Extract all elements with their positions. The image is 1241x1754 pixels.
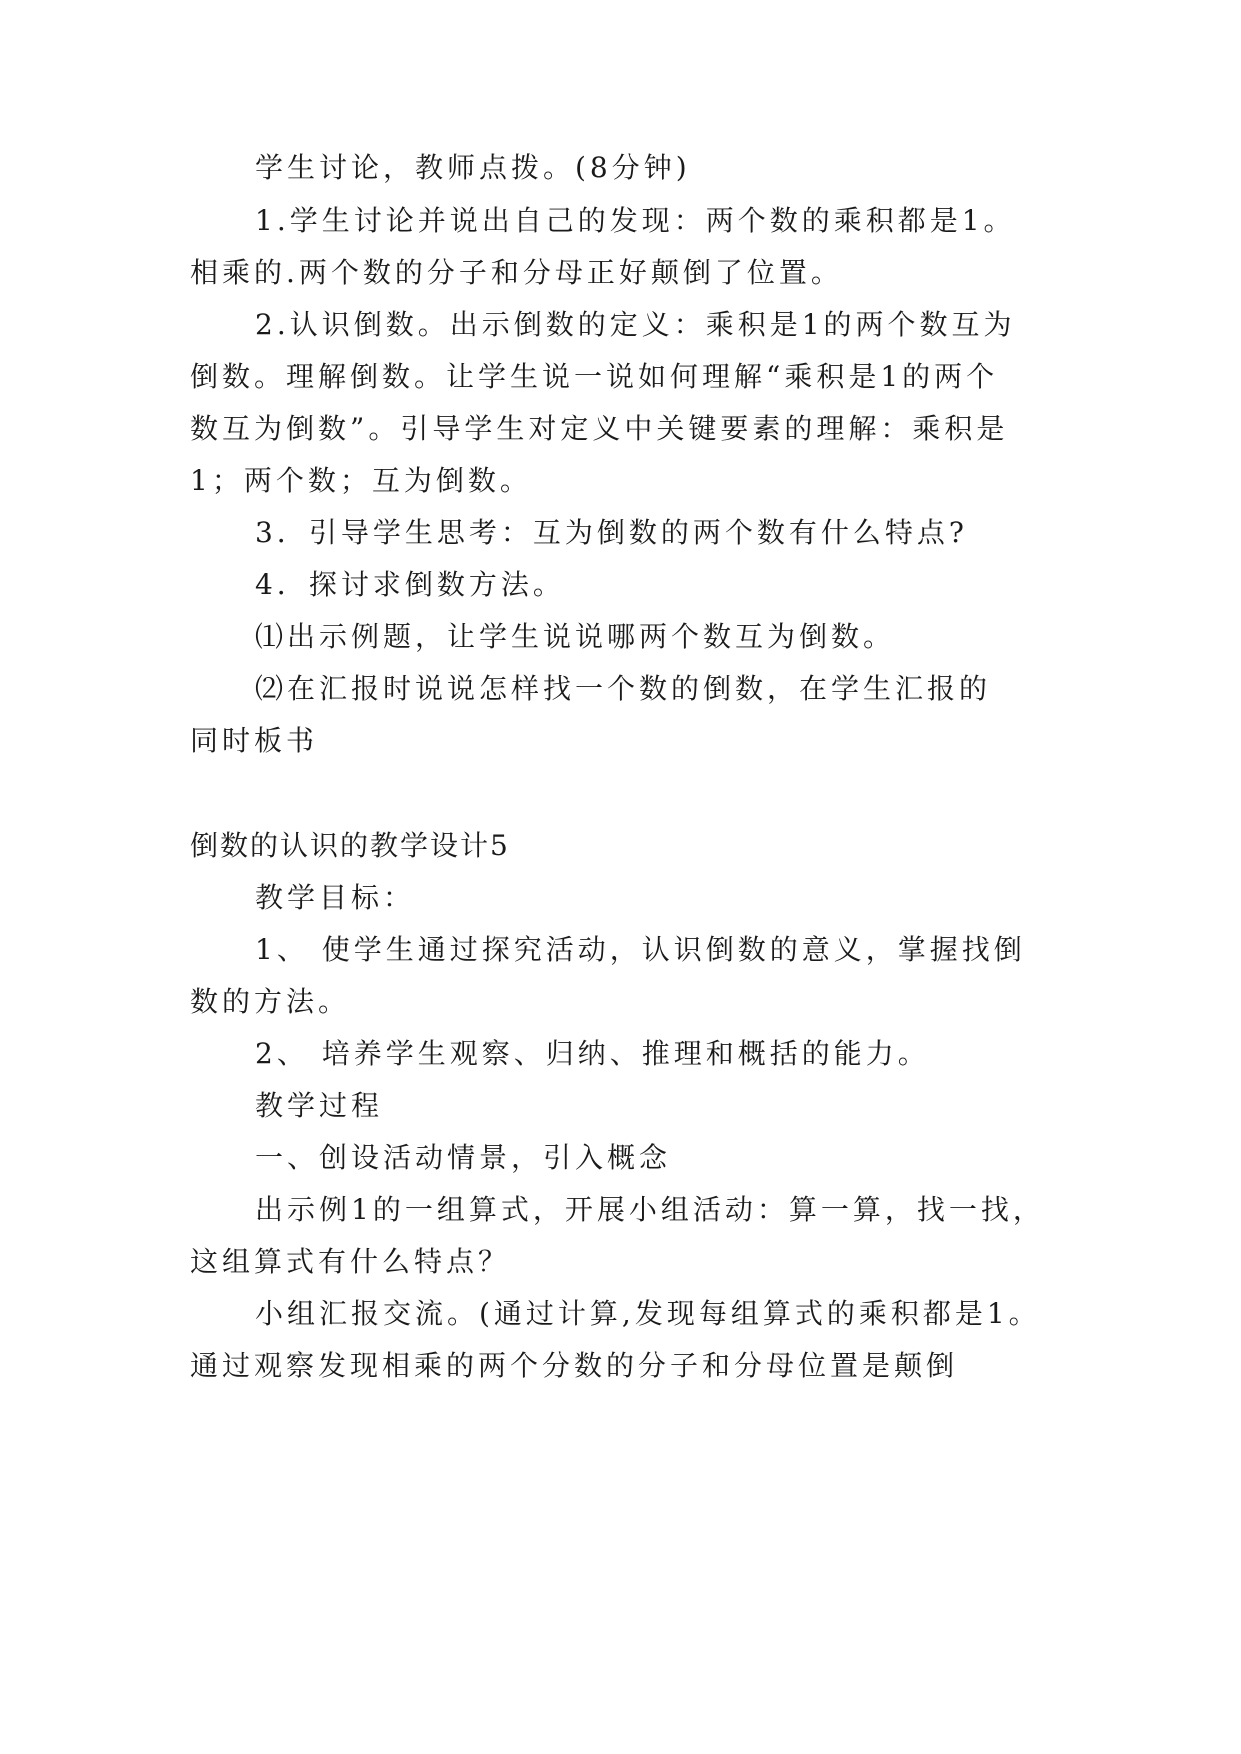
paragraph-line: 数互为倒数”。引导学生对定义中关键要素的理解：乘积是 <box>190 412 1009 445</box>
paragraph-line: 4．探讨求倒数方法。 <box>255 568 565 601</box>
paragraph-line: 教学过程 <box>255 1089 384 1122</box>
paragraph-line: ⑵在汇报时说说怎样找一个数的倒数，在学生汇报的 <box>255 672 992 705</box>
paragraph-line: 一、创设活动情景，引入概念 <box>255 1141 672 1174</box>
paragraph-line: 学生讨论，教师点拨。(8分钟) <box>255 151 691 184</box>
paragraph-line: 出示例1的一组算式，开展小组活动：算一算，找一找， <box>255 1193 1045 1226</box>
paragraph-line: 小组汇报交流。(通过计算,发现每组算式的乘积都是1。 <box>255 1297 1041 1330</box>
paragraph-line: 数的方法。 <box>190 985 351 1018</box>
paragraph-line: 1；两个数；互为倒数。 <box>190 464 532 497</box>
paragraph-line: 同时板书 <box>190 724 319 757</box>
paragraph-line: 倒数。理解倒数。让学生说一说如何理解“乘积是1的两个 <box>190 360 999 393</box>
paragraph-line: 1.学生讨论并说出自己的发现：两个数的乘积都是1。 <box>255 204 1016 237</box>
paragraph-line: 教学目标： <box>255 881 416 914</box>
paragraph-line: 1、 使学生通过探究活动，认识倒数的意义，掌握找倒 <box>255 933 1026 966</box>
paragraph-line: 2、 培养学生观察、归纳、推理和概括的能力。 <box>255 1037 930 1070</box>
paragraph-line: ⑴出示例题，让学生说说哪两个数互为倒数。 <box>255 620 896 653</box>
paragraph-line: 通过观察发现相乘的两个分数的分子和分母位置是颠倒 <box>190 1349 959 1382</box>
paragraph-line: 2.认识倒数。出示倒数的定义：乘积是1的两个数互为 <box>255 308 1016 341</box>
section-title: 倒数的认识的教学设计5 <box>190 829 510 862</box>
paragraph-line: 3．引导学生思考：互为倒数的两个数有什么特点? <box>255 516 968 549</box>
paragraph-line: 相乘的.两个数的分子和分母正好颠倒了位置。 <box>190 256 843 289</box>
paragraph-line: 这组算式有什么特点？ <box>190 1245 511 1278</box>
